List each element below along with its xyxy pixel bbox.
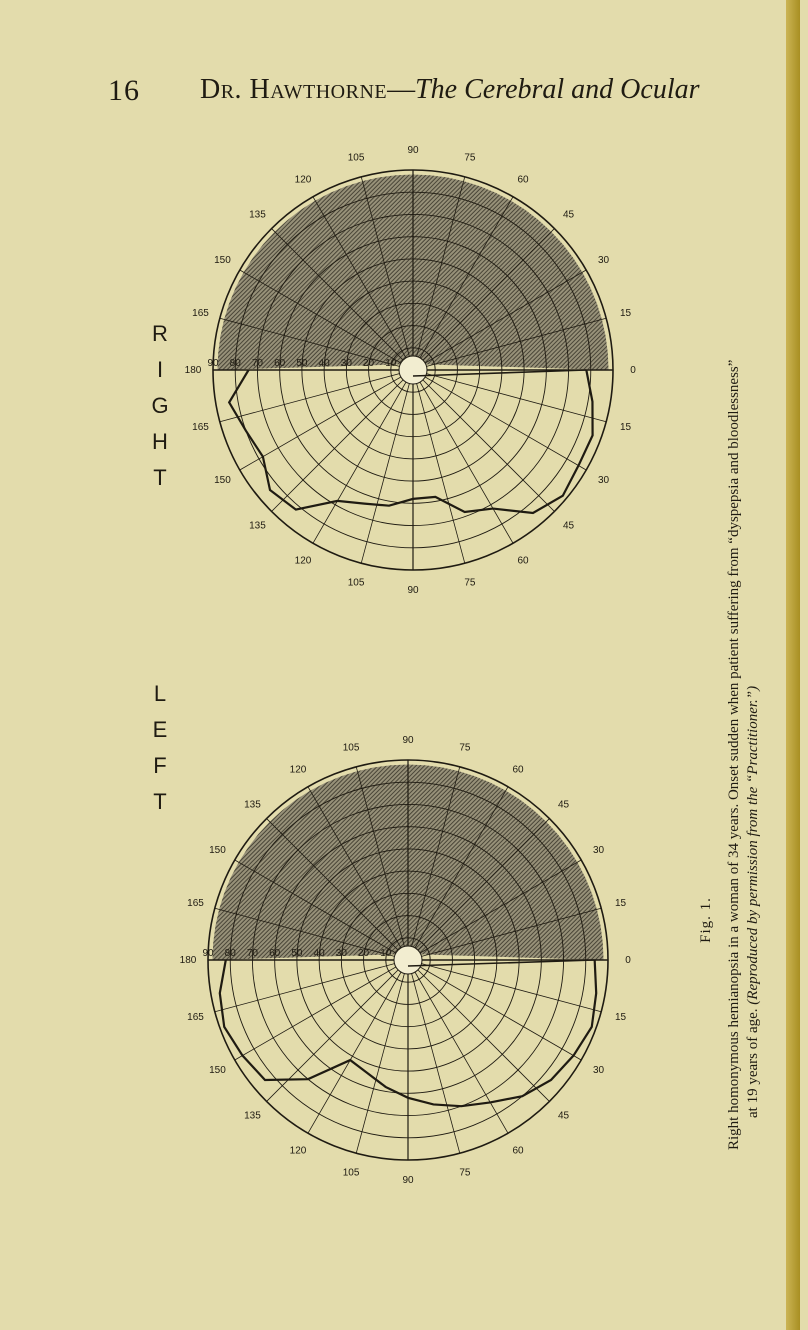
page-number: 16 xyxy=(108,74,140,107)
binding-edge xyxy=(786,0,800,1330)
meridian-label: 150 xyxy=(209,1065,226,1076)
ring-label: 20 xyxy=(357,948,370,959)
meridian-line xyxy=(408,960,601,1012)
meridian-line xyxy=(215,960,408,1012)
meridian-line xyxy=(272,370,413,511)
right-eye-letter: R xyxy=(152,321,168,346)
meridian-label: 90 xyxy=(402,1175,414,1186)
running-head-author: Dr. Hawthorne xyxy=(200,74,388,105)
meridian-label: 135 xyxy=(249,520,266,532)
meridian-label: 75 xyxy=(464,152,476,164)
meridian-label: 180 xyxy=(179,955,197,966)
meridian-label: 150 xyxy=(214,255,231,266)
meridian-label: 135 xyxy=(244,799,261,811)
ring-label: 60 xyxy=(274,358,286,369)
meridian-label: 15 xyxy=(619,421,632,433)
right-eye-letter: G xyxy=(151,393,169,418)
left-eye-letter: L xyxy=(153,681,167,706)
ring-label: 20 xyxy=(362,358,375,369)
meridian-label: 165 xyxy=(192,308,209,320)
meridian-label: 120 xyxy=(294,555,312,567)
ring-label: 40 xyxy=(318,358,330,369)
ring-label: 50 xyxy=(291,948,303,959)
left-eye-letter: T xyxy=(153,789,167,814)
hemianopic-border xyxy=(408,960,595,966)
meridian-label: 30 xyxy=(592,845,605,856)
caption-line-2-text: at 19 years of age. xyxy=(745,1008,761,1118)
meridian-label: 30 xyxy=(592,1065,605,1076)
meridian-label: 60 xyxy=(517,174,529,186)
meridian-label: 60 xyxy=(512,1145,524,1157)
meridian-label: 120 xyxy=(294,174,312,186)
ring-label: 30 xyxy=(340,358,352,369)
meridian-label: 45 xyxy=(563,520,575,532)
meridian-label: 165 xyxy=(187,898,204,910)
meridian-label: 150 xyxy=(209,845,226,856)
meridian-label: 75 xyxy=(459,742,471,754)
ring-label: 90 xyxy=(202,948,214,959)
meridian-label: 90 xyxy=(407,145,419,156)
meridian-line xyxy=(220,370,413,422)
meridian-label: 105 xyxy=(342,1167,360,1179)
ring-label: 70 xyxy=(251,358,264,369)
left-eye-letter: E xyxy=(152,717,168,742)
meridian-line xyxy=(361,370,413,563)
meridian-label: 105 xyxy=(347,577,365,589)
right-eye-perimetry-chart xyxy=(184,128,645,628)
meridian-label: 120 xyxy=(289,764,307,776)
meridian-label: 90 xyxy=(407,585,419,596)
ring-label: 10 xyxy=(380,948,392,959)
right-eye-letter: I xyxy=(156,357,164,382)
meridian-label: 30 xyxy=(597,475,610,486)
meridian-label: 60 xyxy=(512,764,524,776)
meridian-label: 30 xyxy=(597,255,610,266)
meridian-label: 90 xyxy=(402,735,414,746)
caption-line-2 xyxy=(744,685,763,1150)
hemianopic-border xyxy=(413,370,586,376)
fixation-spot xyxy=(394,946,422,974)
right-eye-letter: H xyxy=(152,429,168,454)
meridian-label: 0 xyxy=(625,955,631,966)
left-eye-label xyxy=(148,676,172,820)
meridian-label: 75 xyxy=(459,1167,471,1179)
meridian-line xyxy=(408,960,549,1101)
meridian-label: 45 xyxy=(558,799,570,811)
ring-label: 80 xyxy=(224,948,236,959)
meridian-label: 45 xyxy=(563,209,575,221)
running-head-dash: — xyxy=(387,74,416,105)
meridian-label: 15 xyxy=(614,898,627,910)
meridian-label: 165 xyxy=(187,1011,204,1023)
ring-label: 90 xyxy=(207,358,219,369)
running-head xyxy=(200,74,700,106)
ring-label: 10 xyxy=(385,358,397,369)
ring-label: 70 xyxy=(246,948,259,959)
meridian-line xyxy=(413,370,465,563)
left-eye-letter: F xyxy=(153,753,167,778)
ring-label: 50 xyxy=(296,358,308,369)
caption-credit: (Reproduced by permission from the “Practitioner.”) xyxy=(745,685,761,1005)
meridian-label: 0 xyxy=(630,365,636,376)
ring-label: 80 xyxy=(229,358,241,369)
meridian-label: 105 xyxy=(342,742,360,754)
meridian-line xyxy=(413,370,606,422)
meridian-label: 120 xyxy=(289,1145,307,1157)
right-eye-letter: T xyxy=(153,465,167,490)
fixation-spot xyxy=(399,356,427,384)
meridian-label: 135 xyxy=(249,209,266,221)
right-eye-label xyxy=(148,316,172,496)
caption-line-1: Right homonymous hemianopsia in a woman of 34 years. Onset sudden when patient suffering from “dyspepsia and bloodlessness” xyxy=(726,359,742,1150)
meridian-label: 45 xyxy=(558,1110,570,1122)
meridian-line xyxy=(356,960,408,1153)
meridian-label: 75 xyxy=(464,577,476,589)
meridian-label: 135 xyxy=(244,1110,261,1122)
meridian-label: 105 xyxy=(347,152,365,164)
meridian-label: 150 xyxy=(214,475,231,486)
meridian-line xyxy=(413,370,554,511)
meridian-label: 180 xyxy=(184,365,202,376)
ring-label: 60 xyxy=(269,948,281,959)
ring-label: 40 xyxy=(313,948,325,959)
meridian-label: 165 xyxy=(192,421,209,433)
figure-label: Fig. 1. xyxy=(698,897,714,943)
left-eye-perimetry-chart xyxy=(179,718,640,1218)
ring-label: 30 xyxy=(335,948,347,959)
meridian-line xyxy=(408,960,460,1153)
meridian-label: 60 xyxy=(517,555,529,567)
meridian-label: 15 xyxy=(614,1011,627,1023)
meridian-label: 15 xyxy=(619,308,632,320)
running-head-title: The Cerebral and Ocular xyxy=(415,74,700,105)
